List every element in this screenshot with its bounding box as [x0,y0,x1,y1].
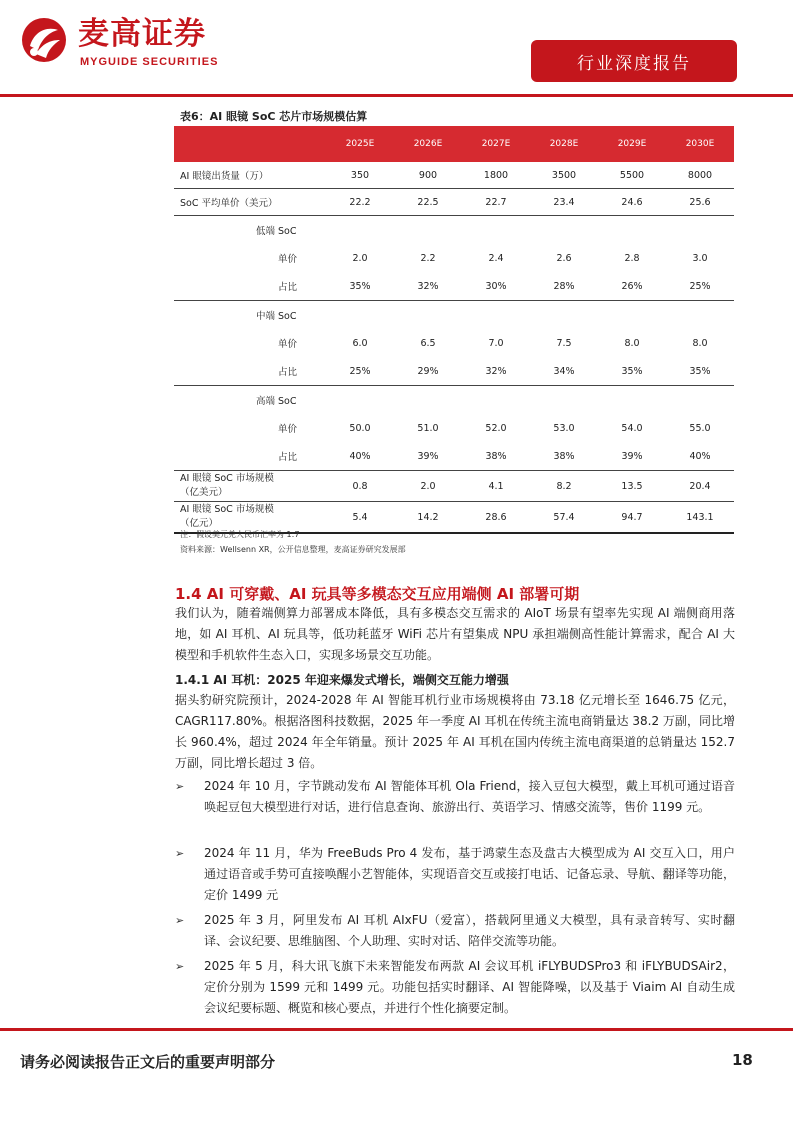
table-cell: 900 [394,162,462,189]
section-title: 1.4 AI 可穿戴、AI 玩具等多模态交互应用端侧 AI 部署可期 [175,585,580,603]
table-cell: 29% [394,357,462,386]
table-cell: 8.0 [624,337,640,349]
table-cell: 35% [326,272,394,301]
table-cell: 38% [462,442,530,471]
list-item-text: 2024 年 11 月，华为 FreeBuds Pro 4 发布，基于鸿蒙生态及盘古大模型成为 AI 交互入口，用户通过语音或手势可直接唤醒小艺智能体，实现语音交互或接打电话、记备忘录、导航、翻译等功能，定价 1499 元 [204,846,735,902]
table-cell: 39% [598,442,666,471]
subsection-paragraph: 据头豹研究院预计，2024-2028 年 AI 智能耳机行业市场规模将由 73.18 亿元增长至 1646.75 亿元，CAGR117.80%。根据洛图科技数据，2025 年一季度 AI 耳机在传统主流电商销量达 38.2 万副，同比增长 960.4%，超过 2024 年全年销量。预计 2025 年 AI 耳机在国内传统主流电商渠道的总销量达 152.7 万副，同比增长超过 3 倍。 [175,693,735,770]
list-item [175,776,735,818]
table-cell: 13.5 [598,471,666,502]
table-cell: 22.5 [394,189,462,216]
table-cell: 22.2 [326,189,394,216]
row-label: AI 眼镜出货量（万） [174,162,326,189]
row-label: 单价 [278,339,298,350]
year-header: 2029E [598,126,666,162]
row-label: 占比 [174,442,326,471]
table-cell: 35% [598,357,666,386]
group-label: 高端 SoC [256,396,297,407]
table-row [174,162,734,189]
table-cell: 7.5 [556,337,572,349]
list-item-text: 2025 年 5 月，科大讯飞旗下未来智能发布两款 AI 会议耳机 iFLYBUDSPro3 和 iFLYBUDSAir2，定价分别为 1599 元和 1499 元。功能包括实时翻译、AI 智能降噪，以及基于 Viaim AI 自动生成会议纪要标题、概览和核心要点，并进行个性化摘要定制。 [204,959,735,1015]
row-label: 单价 [278,424,298,435]
row-label [174,471,326,502]
arrow-bullet-icon: ➢ [175,780,185,793]
table-cell: 50.0 [349,422,371,434]
label-line: （亿美元） [180,487,228,498]
table-cell: 14.2 [394,502,462,534]
header-blank-cell [174,126,326,162]
arrow-bullet-icon: ➢ [175,847,185,860]
year-header: 2028E [530,126,598,162]
table-cell: 26% [598,272,666,301]
table-cell: 51.0 [417,422,439,434]
table-cell: 28.6 [462,502,530,534]
table-cell: 6.0 [352,337,368,349]
year-header: 2025E [326,126,394,162]
table-row [174,471,734,502]
table-cell: 28% [530,272,598,301]
list-item-text: 2025 年 3 月，阿里发布 AI 耳机 AIxFU（爱富），搭载阿里通义大模型，具有录音转写、实时翻译、会议纪要、思维脑图、个人助理、实时对话、陪伴交流等功能。 [204,913,735,948]
row-label: 占比 [174,357,326,386]
table-cell: 24.6 [598,189,666,216]
table-cell: 39% [394,442,462,471]
table-cell: 40% [666,442,734,471]
group-header-row [174,386,734,415]
table-cell: 3500 [530,162,598,189]
report-type-badge: 行业深度报告 [531,40,737,82]
row-label: 单价 [278,254,298,265]
arrow-bullet-icon: ➢ [175,914,185,927]
page-header [0,0,793,96]
table-cell: 0.8 [326,471,394,502]
table-title: 表6：AI 眼镜 SoC 芯片市场规模估算 [180,110,368,123]
year-header: 2026E [394,126,462,162]
table-row [174,189,734,216]
table-cell: 2.0 [394,471,462,502]
table-cell: 55.0 [689,422,711,434]
group-label: 低端 SoC [256,226,297,237]
label-line: （亿元） [180,518,219,529]
table-cell: 35% [666,357,734,386]
group-header-row [174,216,734,245]
header-rule [0,94,793,97]
table-row [174,272,734,301]
brand-name-en: MYGUIDE SECURITIES [80,56,219,68]
table-cell: 5.4 [326,502,394,534]
table-header-row [174,126,734,162]
table-cell: 350 [326,162,394,189]
table-cell: 30% [462,272,530,301]
year-header: 2027E [462,126,530,162]
group-label: 中端 SoC [256,311,297,322]
brand-name: 麦高证券 [78,16,206,52]
year-header: 2030E [666,126,734,162]
row-label: 占比 [174,272,326,301]
table-cell: 20.4 [666,471,734,502]
list-item [175,956,735,1019]
table-row [174,357,734,386]
table-cell: 38% [530,442,598,471]
table-cell: 2.8 [624,252,640,264]
list-item [175,910,735,952]
table-cell: 7.0 [488,337,504,349]
table-row [174,414,734,442]
table-cell: 40% [326,442,394,471]
table-cell: 2.6 [556,252,572,264]
table-cell: 8.2 [530,471,598,502]
table-row [174,442,734,471]
subsection-title: 1.4.1 AI 耳机：2025 年迎来爆发式增长，端侧交互能力增强 [175,673,509,687]
table-cell: 8000 [666,162,734,189]
footer-rule [0,1028,793,1031]
row-label: SoC 平均单价（美元） [174,189,326,216]
table-cell: 1800 [462,162,530,189]
myguide-logo-icon [20,16,68,64]
table-cell: 6.5 [420,337,436,349]
table-cell: 2.2 [420,252,436,264]
table-source: 资料来源：Wellsenn XR，公开信息整理，麦高证券研究发展部 [180,545,406,554]
table-cell: 25% [326,357,394,386]
table-cell: 53.0 [553,422,575,434]
list-item-text: 2024 年 10 月，字节跳动发布 AI 智能体耳机 Ola Friend，接入豆包大模型，戴上耳机可通过语音唤起豆包大模型进行对话，进行信息查询、旅游出行、英语学习、情感交流等，售价 1199 元。 [204,779,735,814]
label-line: AI 眼镜 SoC 市场规模 [180,504,274,515]
table-cell: 2.0 [352,252,368,264]
table-cell: 8.0 [692,337,708,349]
list-item [175,843,735,906]
table-cell: 143.1 [666,502,734,534]
table-cell: 22.7 [462,189,530,216]
table-cell: 57.4 [530,502,598,534]
table-row [174,329,734,357]
table-note: 注：假设美元兑人民币汇率为 1:7 [180,530,300,539]
table-cell: 25.6 [666,189,734,216]
page-number: 18 [732,1051,753,1069]
table-cell: 32% [394,272,462,301]
section-intro: 我们认为，随着端侧算力部署成本降低，具有多模态交互需求的 AIoT 场景有望率先实现 AI 端侧商用落地，如 AI 耳机、AI 玩具等，低功耗蓝牙 WiFi 芯片有望集成 NPU 承担端侧高性能计算需求，配合 AI 大模型和手机软件生态入口，实现多场景交互功能。 [175,606,735,662]
table-cell: 3.0 [692,252,708,264]
soc-market-table [174,126,734,534]
footer-disclaimer: 请务必阅读报告正文后的重要声明部分 [20,1053,276,1071]
table-cell: 5500 [598,162,666,189]
table-cell: 32% [462,357,530,386]
table-cell: 23.4 [530,189,598,216]
arrow-bullet-icon: ➢ [175,960,185,973]
table-cell: 52.0 [485,422,507,434]
label-line: AI 眼镜 SoC 市场规模 [180,473,274,484]
table-cell: 25% [666,272,734,301]
table-row [174,244,734,272]
table-cell: 94.7 [598,502,666,534]
table-cell: 2.4 [488,252,504,264]
table-cell: 54.0 [621,422,643,434]
table-cell: 4.1 [462,471,530,502]
group-header-row [174,301,734,330]
table-cell: 34% [530,357,598,386]
